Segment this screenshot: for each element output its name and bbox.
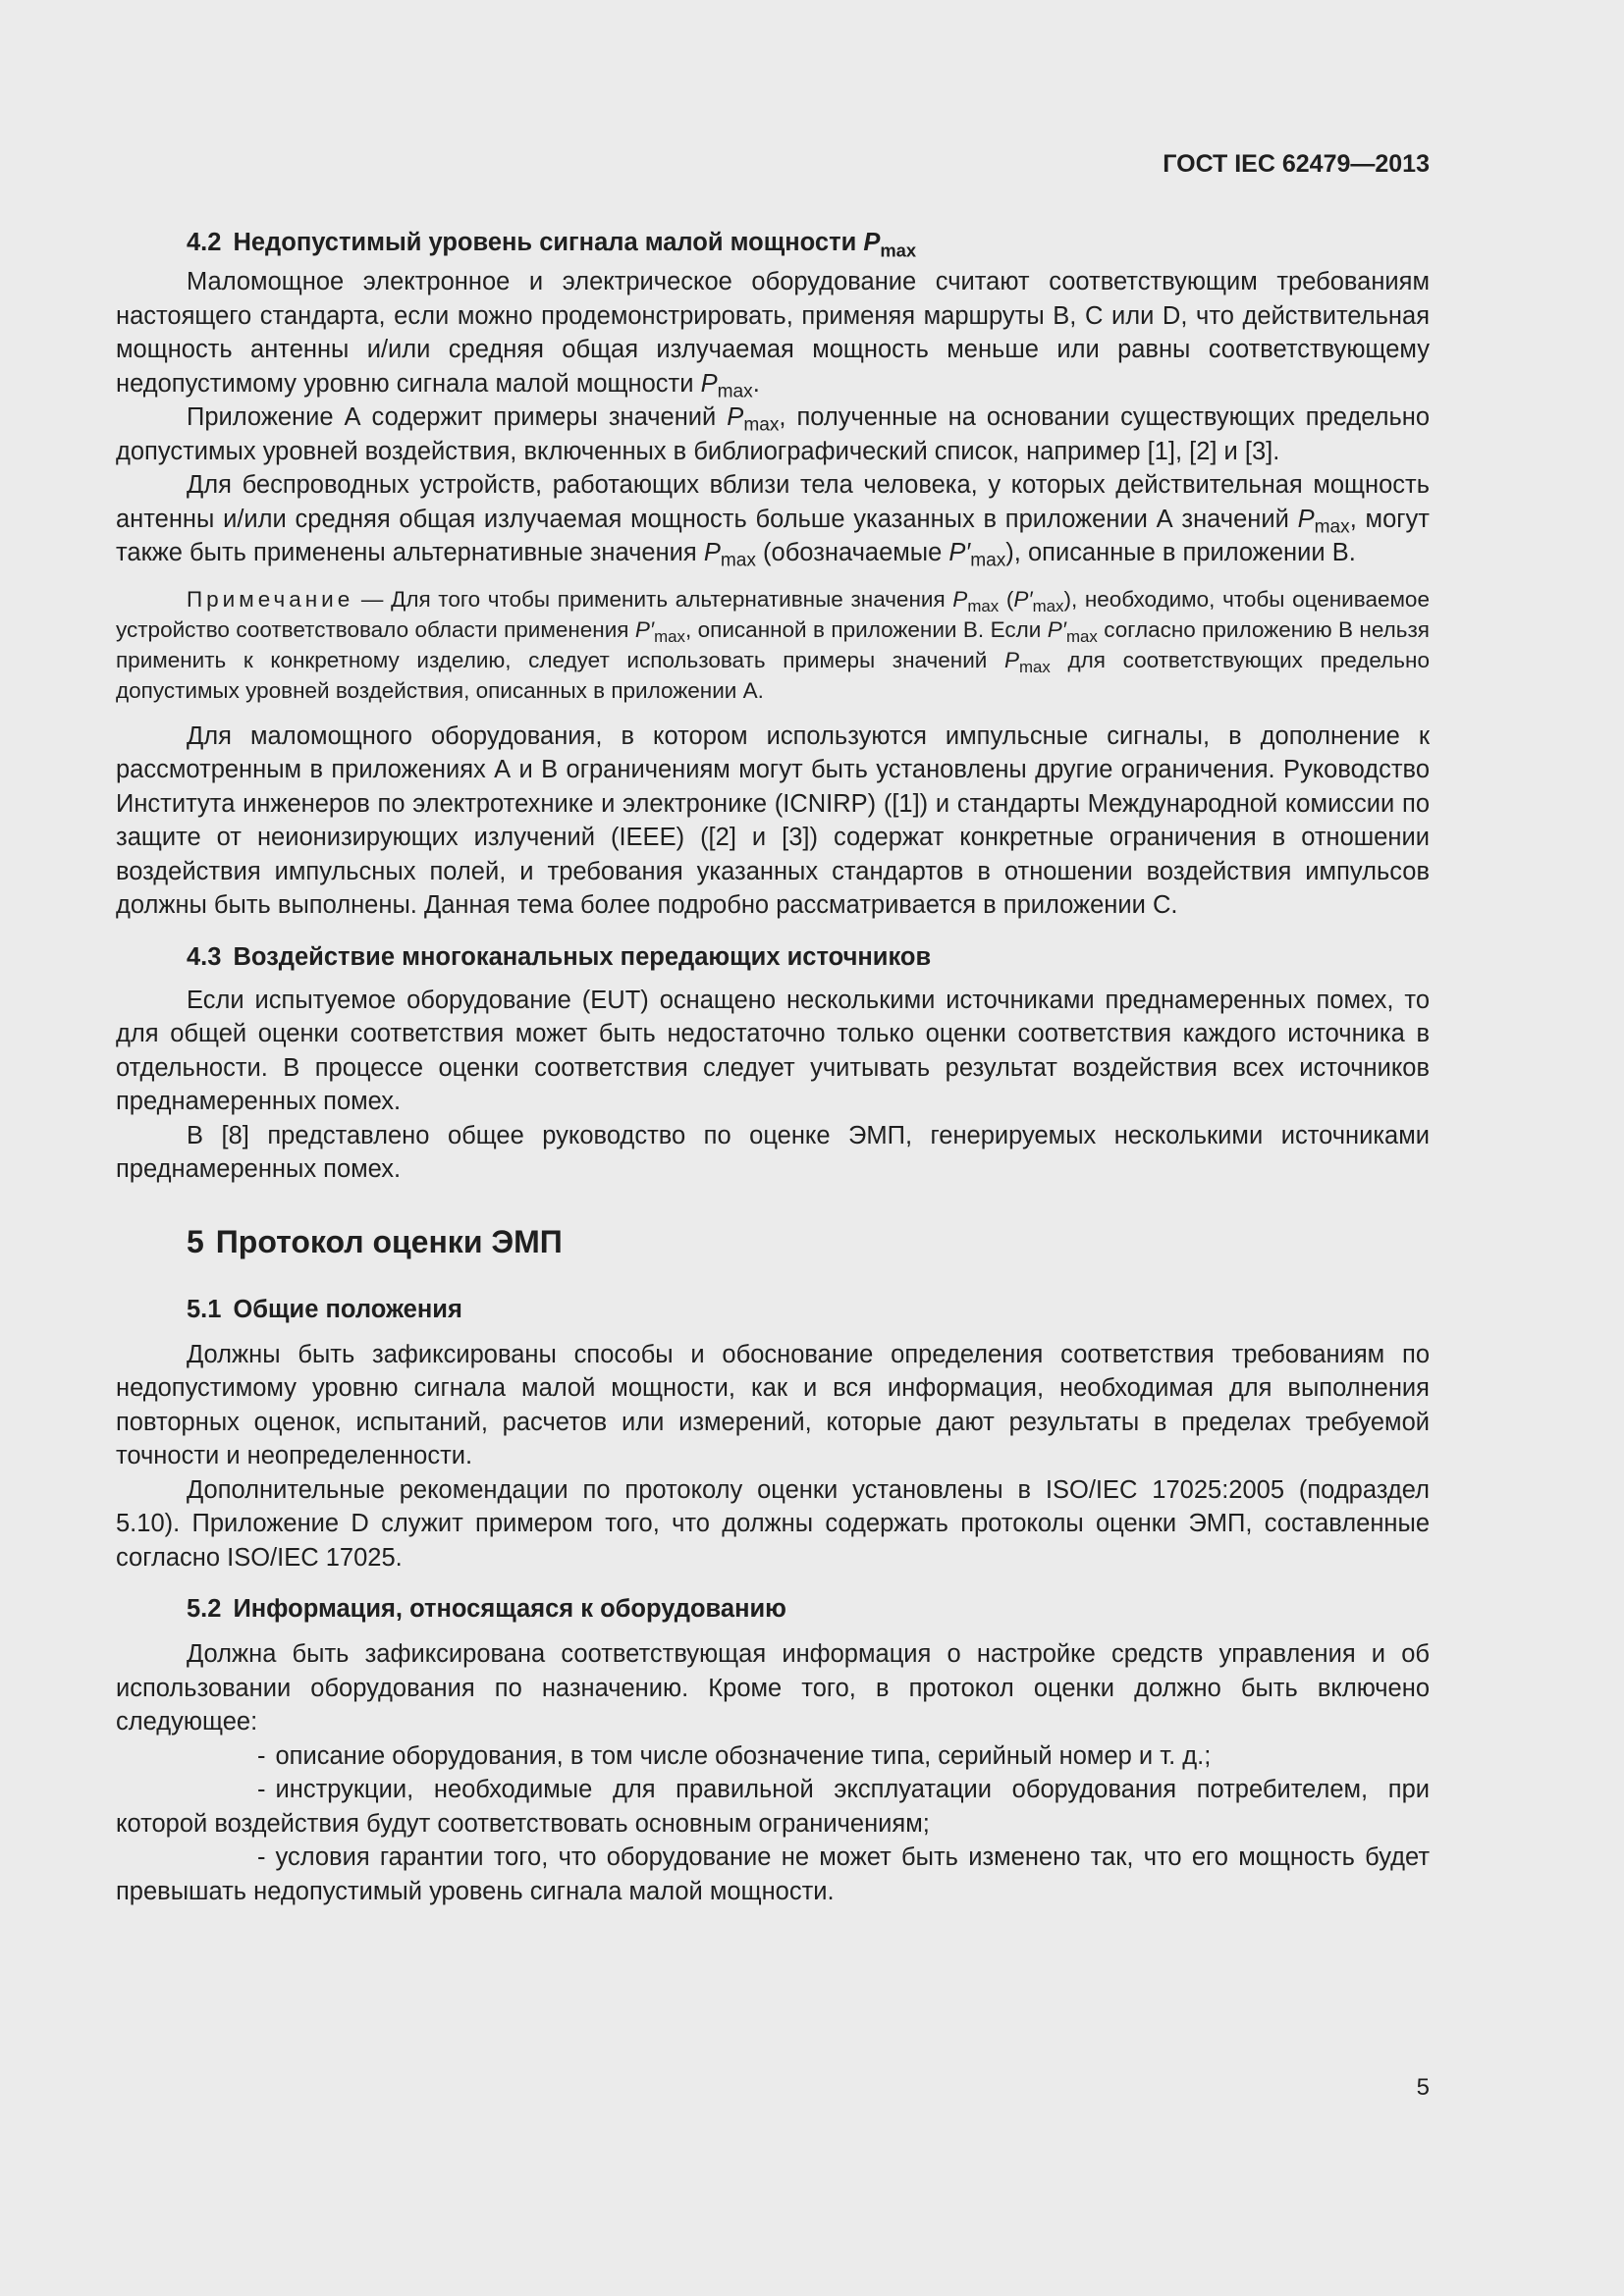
section-5-heading: 5 Протокол оценки ЭМП xyxy=(187,1223,563,1259)
section-4-2-paragraph-2: Приложение А содержит примеры значений $P_{max}$, полученные на основании существующих предельно допустимых уровней воздействия, включенных в библиографический список, например [1], [2] и [3]. xyxy=(116,403,1431,465)
document-code: ГОСТ IEC 62479—2013 xyxy=(1163,150,1430,178)
section-4-3-paragraph-2: В [8] представлено общее руководство по оценке ЭМП, генерируемых несколькими источниками преднамеренных помех. xyxy=(116,1121,1430,1183)
section-5-1-paragraph-2: Дополнительные рекомендации по протоколу оценки установлены в ISO/IEC 17025:2005 (подраздел 5.10). Приложение D служит примером того, что должны содержать протоколы оценки ЭМП, составленные согласно ISO/IEC 17025. xyxy=(116,1475,1430,1572)
page-number: 5 xyxy=(1416,2074,1430,2101)
list-item: - описание оборудования, в том числе обозначение типа, серийный номер и т. д.; xyxy=(257,1741,1212,1770)
section-4-2-paragraph-1: Маломощное электронное и электрическое оборудование считают соответствующим требованиям настоящего стандарта, если можно продемонстрировать, применяя маршруты B, C или D, что действительная мощность антенны и/или средняя общая излучаемая мощность меньше или равны соответствующему недопустимому уровню сигнала малой мощности $P_{max}$. xyxy=(116,268,1430,402)
section-5-1-heading: 5.1 Общие положения xyxy=(187,1295,462,1323)
section-4-3-heading: 4.3 Воздействие многоканальных передающих источников xyxy=(187,942,932,971)
section-4-2-paragraph-3: Для беспроводных устройств, работающих вблизи тела человека, у которых действительная мощность антенны и/или средняя общая излучаемая мощность больше указанных в приложении А значений $P_{max}$, могут также быть применены альтернативные значения $P_{max}$ (обозначаемые $P'_{max}$), описанные в приложении B. xyxy=(116,471,1430,571)
list-item: - условия гарантии того, что оборудование не может быть изменено так, что его мощность будет превышать недопустимый уровень сигнала малой мощности. xyxy=(116,1843,1430,1905)
note-block: Примечание — Для того чтобы применить альтернативные значения $P_{max}$ $(P'_{max})$, необходимо, чтобы оцениваемое устройство соответствовало области применения $P'_{max}$, описанной в приложении B. Если $P'_{max}$ согласно приложению B нельзя применить к конкретному изделию, следует использовать примеры значений $P_{max}$ для соответствующих предельно допустимых уровней воздействия, описанных в приложении А. xyxy=(116,586,1430,703)
section-5-1-paragraph-1: Должны быть зафиксированы способы и обоснование определения соответствия требованиям по недопустимому уровню сигнала малой мощности, как и вся информация, необходимая для выполнения повторных оценок, испытаний, расчетов или измерений, которые дают результаты в пределах требуемой точности и неопределенности. xyxy=(116,1340,1430,1469)
note-label: Примечание xyxy=(187,586,354,612)
section-5-2-paragraph-1: Должна быть зафиксирована соответствующая информация о настройке средств управления и об использовании оборудования по назначению. Кроме того, в протокол оценки должно быть включено следующее: xyxy=(116,1640,1430,1735)
page-content xyxy=(116,226,1430,1908)
section-4-2-paragraph-4: Для маломощного оборудования, в котором используются импульсные сигналы, в дополнение к рассмотренным в приложениях А и B ограничениям могут быть установлены другие ограничения. Руководство Института инженеров по электротехнике и электронике (ICNIRP) ([1]) и стандарты Международной комиссии по защите от неионизирующих излучений (IEEE) ([2] и [3]) содержат конкретные ограничения в отношении воздействия импульсных полей, и требования указанных стандартов в отношении воздействия импульсов должны быть выполнены. Данная тема более подробно рассматривается в приложении C. xyxy=(116,721,1430,919)
section-4-3-paragraph-1: Если испытуемое оборудование (EUT) оснащено несколькими источниками преднамеренных помех, то для общей оценки соответствия может быть недостаточно только оценки соответствия каждого источника в отдельности. В процессе оценки соответствия следует учитывать результат воздействия всех источников преднамеренных помех. xyxy=(116,986,1430,1115)
list-item: - инструкции, необходимые для правильной эксплуатации оборудования потребителем, при которой воздействия будут соответствовать основным ограничениям; xyxy=(116,1776,1430,1838)
section-4-2-heading: 4.2 Недопустимый уровень сигнала малой мощности $P_{max}$ xyxy=(187,229,917,261)
section-5-2-heading: 5.2 Информация, относящаяся к оборудованию xyxy=(187,1595,786,1623)
